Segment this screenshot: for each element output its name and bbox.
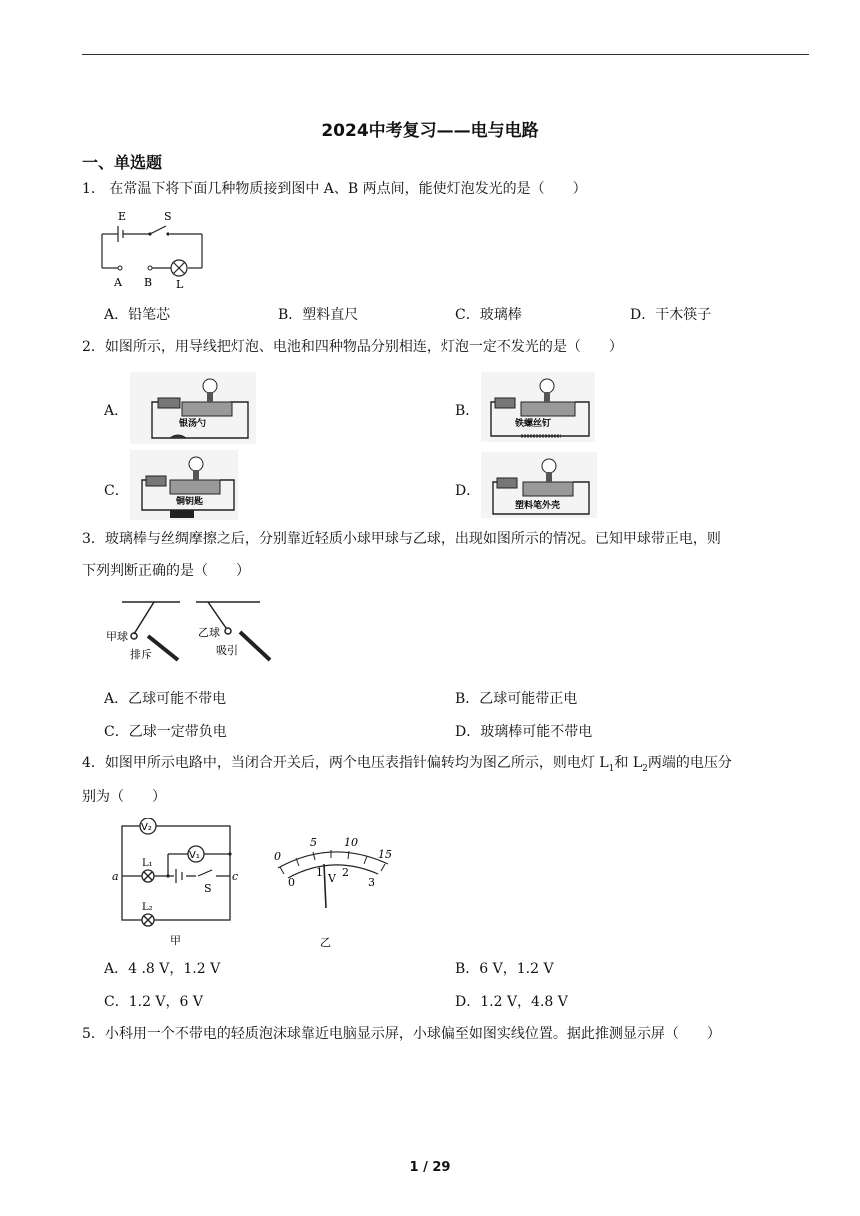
q2-item-c: 铜钥匙 [176,497,204,507]
q4-option-d[interactable]: D．1.2 V，4.8 V [455,994,568,1010]
q4-tick-top-10: 10 [344,836,358,849]
question-3-text-line2: 下列判断正确的是（ ） [82,563,250,579]
q3-option-b[interactable]: B．乙球可能带正电 [455,691,578,707]
q4-label-a: a [112,870,119,883]
q3-option-a[interactable]: A．乙球可能不带电 [104,691,227,707]
q4-tick-top-15: 15 [378,848,392,861]
q2-option-b[interactable]: B． [455,403,480,419]
question-5-text: 5．小科用一个不带电的轻质泡沫球靠近电脑显示屏，小球偏至如图实线位置。据此推测显示屏（ ） [82,1026,721,1042]
header-rule [82,54,809,55]
page-number: 1 / 29 [409,1160,451,1175]
q4-label-s: S [204,882,212,895]
question-1-text: 1． 在常温下将下面几种物质接到图中 A、B 两点间，能使灯泡发光的是（ ） [82,181,587,197]
q4-label-jia: 甲 [170,934,181,947]
q4-label-c: c [232,870,239,883]
question-4-text-line2: 别为（ ） [82,789,166,805]
q4-tick-top-5: 5 [310,836,317,849]
q4-tick-bottom-3: 3 [368,876,375,889]
question-2-text: 2．如图所示，用导线把灯泡、电池和四种物品分别相连，灯泡一定不发光的是（ ） [82,339,623,355]
q1-label-S: S [164,210,172,223]
q2-item-b: 铁螺丝钉 [515,419,552,429]
q1-circuit-figure [98,206,208,290]
q4-label-v1: V₁ [189,850,200,861]
q4-circuit-jia [110,818,240,948]
page-title: 2024中考复习——电与电路 [321,121,539,141]
q4-label-yi: 乙 [320,936,331,949]
q2-item-d: 塑料笔外壳 [515,501,561,511]
q3-charge-figure [104,596,276,670]
q4-option-c[interactable]: C．1.2 V，6 V [104,994,204,1010]
q4-option-b[interactable]: B．6 V，1.2 V [455,961,554,977]
q4-label-l2: L₂ [142,902,153,913]
q2-option-c[interactable]: C． [104,483,129,499]
q1-label-A: A [114,276,122,289]
q3-label-jia: 甲球 [106,630,128,643]
q4-label-v2: V₂ [141,822,152,833]
q2-item-a: 银汤勺 [179,419,207,429]
q3-option-c[interactable]: C．乙球一定带负电 [104,724,227,740]
q4-option-a[interactable]: A．4 .8 V，1.2 V [104,961,221,977]
q2-option-a[interactable]: A． [104,403,129,419]
q1-label-B: B [144,276,153,289]
q4-tick-bottom-2: 2 [342,866,349,879]
q4-meter-v: V [328,872,336,885]
q4-voltmeter-yi [264,834,400,950]
question-4-text-line1: 4．如图甲所示电路中，当闭合开关后，两个电压表指针偏转均为图乙所示，则电灯 $L_1$和 $L_2$两端的电压分 [82,755,732,774]
q1-option-c[interactable]: C．玻璃棒 [455,307,522,323]
q2-figure-b[interactable] [481,372,595,442]
q2-figure-d[interactable] [481,452,597,518]
q4-tick-top-0: 0 [274,850,281,863]
q1-option-a[interactable]: A．铅笔芯 [104,307,171,323]
q1-option-d[interactable]: D．干木筷子 [630,307,712,323]
question-3-text-line1: 3．玻璃棒与丝绸摩擦之后，分别靠近轻质小球甲球与乙球，出现如图所示的情况。已知甲球带正电，则 [82,531,721,547]
q4-tick-bottom-0: 0 [288,876,295,889]
q3-label-attract: 吸引 [216,644,238,657]
q2-option-d[interactable]: D． [455,483,481,499]
q2-figure-a[interactable] [130,372,256,444]
q2-figure-c[interactable] [130,450,238,520]
q1-option-b[interactable]: B．塑料直尺 [278,307,359,323]
q4-label-l1: L₁ [142,858,153,869]
q3-label-repel: 排斥 [130,648,152,661]
q3-option-d[interactable]: D．玻璃棒可能不带电 [455,724,593,740]
q1-label-L: L [176,278,184,290]
section-heading: 一、单选题 [82,153,163,172]
q1-label-E: E [118,210,127,223]
q4-tick-bottom-1: 1 [316,866,323,879]
q3-label-yi: 乙球 [198,626,220,639]
